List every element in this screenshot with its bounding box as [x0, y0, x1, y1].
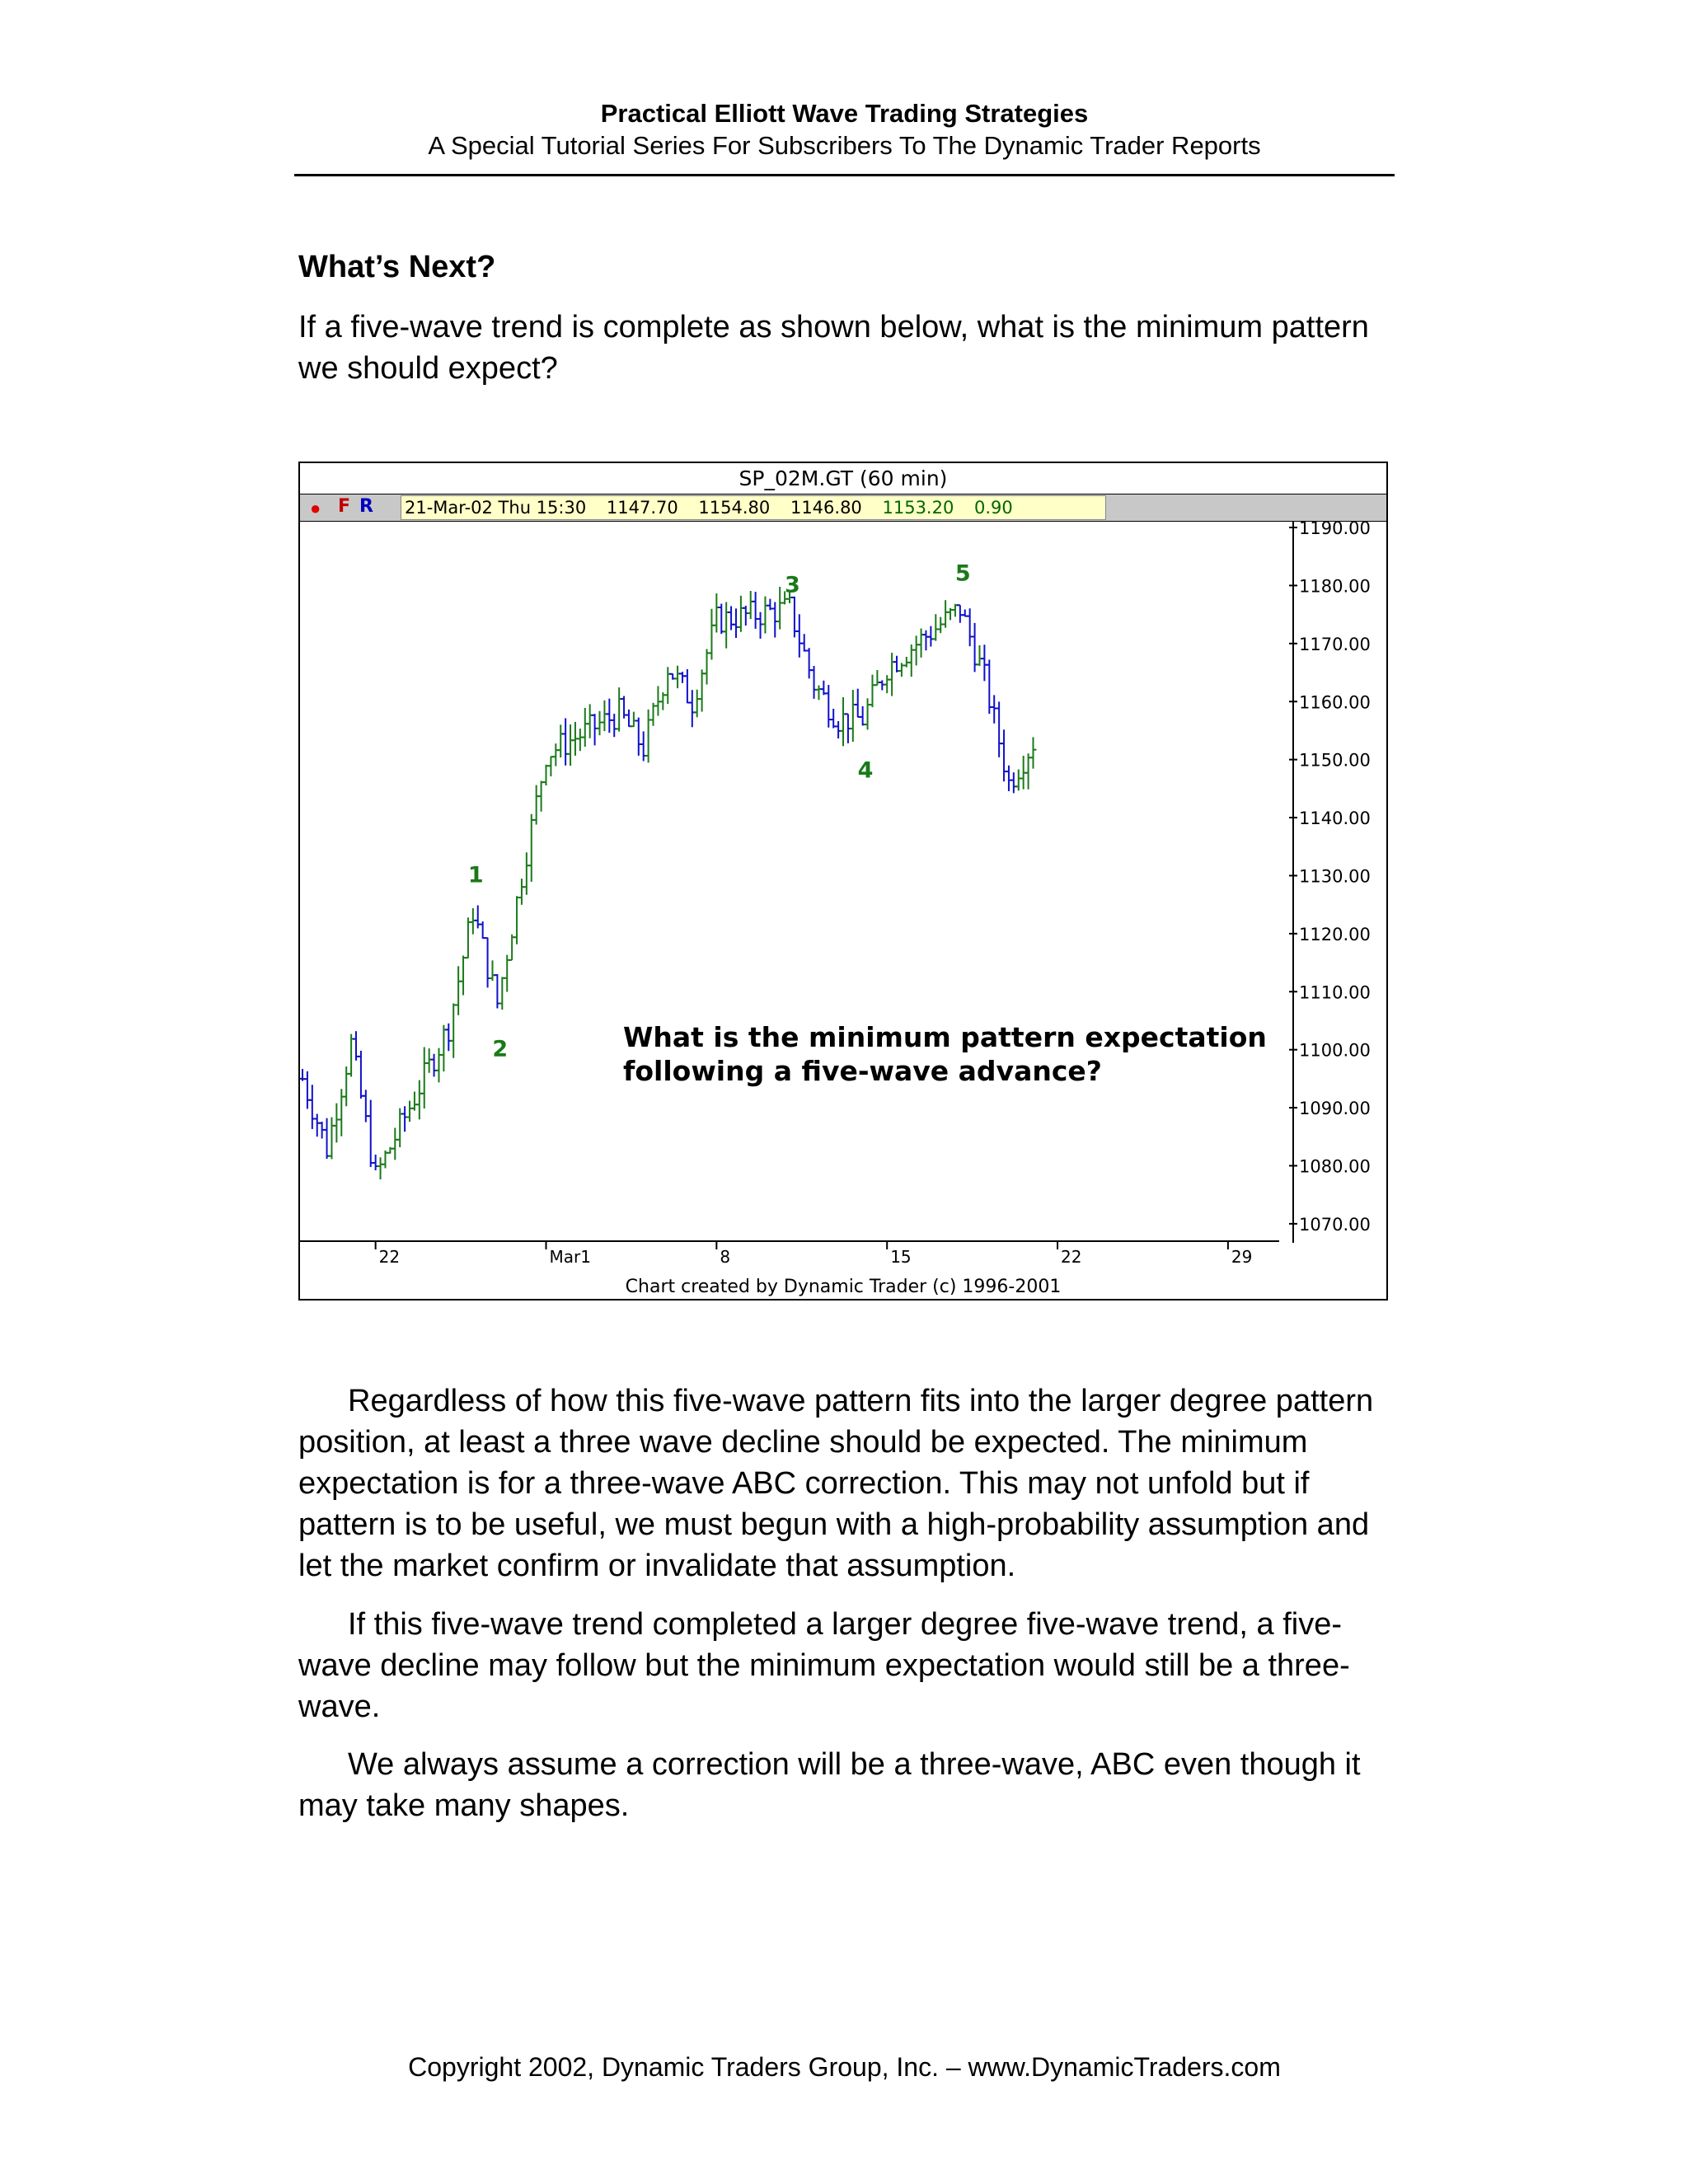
x-tick-label: 22: [1061, 1247, 1082, 1263]
y-tick-label: 1180.00: [1299, 576, 1371, 597]
y-tick-label: 1090.00: [1299, 1099, 1371, 1119]
y-tick-label: 1100.00: [1299, 1040, 1371, 1061]
flag-f: F: [338, 496, 351, 517]
header-rule: [294, 174, 1395, 176]
y-tick-label: 1080.00: [1299, 1156, 1371, 1177]
wave-label: 4: [857, 757, 874, 784]
paragraph-3: We always assume a correction will be a three-wave, ABC even though it may take many shapes.: [298, 1747, 1361, 1823]
x-tick-label: 22: [378, 1247, 401, 1263]
y-tick-label: 1120.00: [1299, 924, 1371, 944]
wave-label: 3: [785, 572, 800, 598]
wave-label: 1: [467, 862, 484, 888]
header-title: Practical Elliott Wave Trading Strategies: [600, 99, 1089, 128]
wave-label: 5: [954, 560, 971, 587]
chart-annotation-line2: following a five-wave advance?: [623, 1055, 1102, 1087]
y-tick-label: 1110.00: [1299, 982, 1371, 1003]
chart-axes: [300, 522, 1371, 1263]
chart-info-bar: [300, 494, 1386, 522]
chart-annotation-line1: What is the minimum pattern expectation: [623, 1021, 1267, 1053]
y-tick-label: 1130.00: [1299, 866, 1371, 887]
wave-label: 2: [492, 1036, 509, 1062]
info-close: 1153.20: [882, 498, 954, 518]
x-tick-label: 29: [1231, 1247, 1253, 1263]
header-subtitle: A Special Tutorial Series For Subscribers To The Dynamic Trader Reports: [428, 131, 1261, 160]
price-chart: [298, 462, 1388, 1301]
chart-title: SP_02M.GT (60 min): [738, 466, 948, 490]
info-change: 0.90: [974, 498, 1013, 518]
y-tick-label: 1070.00: [1299, 1214, 1371, 1235]
info-open: 1147.70: [606, 498, 678, 518]
paragraph-2: If this five-wave trend completed a larger degree five-wave trend, a five-wave decline may follow but the minimum expectation would still be a three-wave.: [298, 1607, 1350, 1724]
y-tick-label: 1190.00: [1299, 522, 1371, 539]
x-tick-label: 15: [890, 1247, 912, 1263]
paragraph-1: Regardless of how this five-wave pattern fits into the larger degree pattern position, at least a three wave decline should be expected. The minimum expectation is for a three-wave ABC correction. This may not unfold but if pattern is to be useful, we must begun with a high-probability assumption and let the market confirm or invalidate that assumption.: [298, 1384, 1374, 1583]
info-date: 21-Mar-02 Thu 15:30: [405, 498, 587, 518]
info-low: 1146.80: [790, 498, 862, 518]
y-tick-label: 1140.00: [1299, 808, 1371, 829]
chart-credit: Chart created by Dynamic Trader (c) 1996-2001: [625, 1277, 1062, 1297]
status-dot-icon: ●: [310, 498, 321, 518]
y-tick-label: 1160.00: [1299, 692, 1371, 713]
question-text: If a five-wave trend is complete as shown below, what is the minimum pattern we should expect?: [298, 310, 1369, 386]
flag-r: R: [359, 496, 373, 517]
bar-info-box: [401, 495, 1106, 520]
x-tick-label: 8: [720, 1247, 731, 1263]
info-high: 1154.80: [698, 498, 771, 518]
section-title: What’s Next?: [298, 250, 496, 284]
y-tick-label: 1150.00: [1299, 750, 1371, 771]
chart-plot: [300, 522, 1386, 1263]
page-header: [294, 97, 1395, 162]
y-tick-label: 1170.00: [1299, 634, 1371, 654]
page-footer: Copyright 2002, Dynamic Traders Group, Inc. – www.DynamicTraders.com: [408, 2052, 1281, 2082]
x-tick-label: Mar1: [549, 1247, 591, 1263]
